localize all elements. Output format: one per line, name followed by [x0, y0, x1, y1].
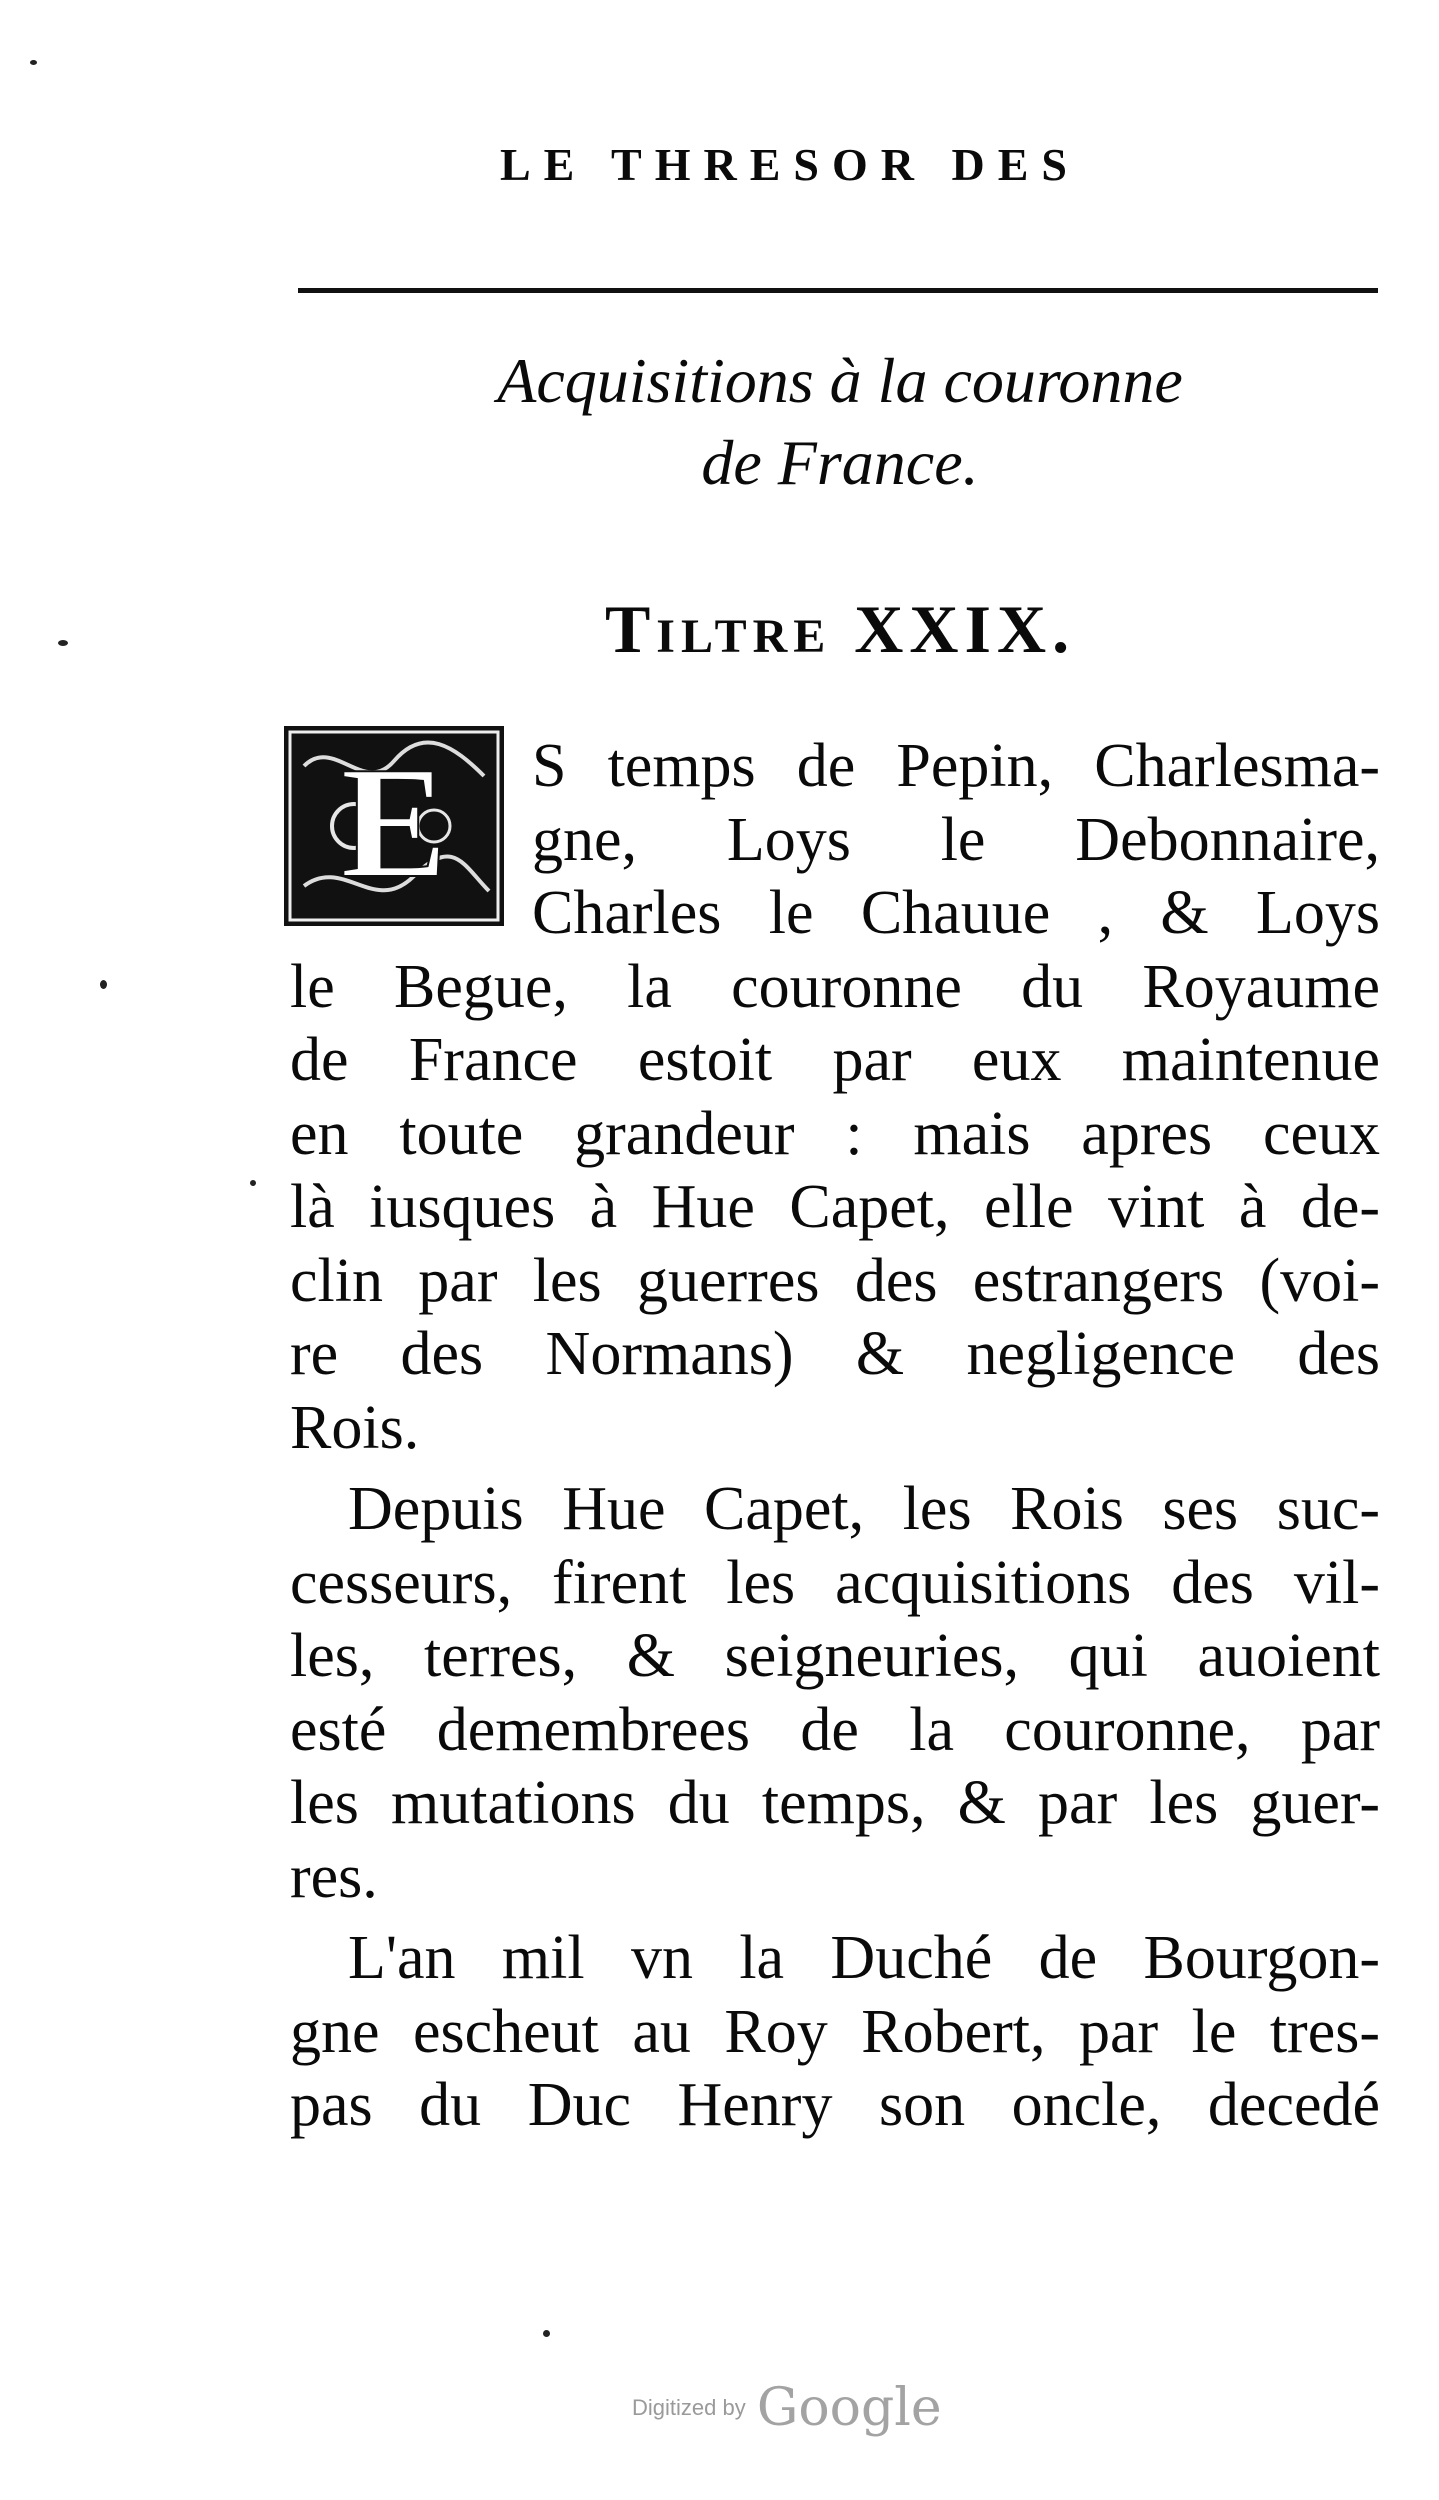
- text-line: L'an mil vn la Duché de Bourgon-: [348, 1924, 1380, 1992]
- scan-speck: [100, 980, 107, 989]
- body-text: [290, 730, 1380, 2143]
- text-line: res.: [290, 1842, 378, 1911]
- text-line: gne escheut au Roy Robert, par le tres-: [290, 1997, 1380, 2066]
- text-line: les mutations du temps, & par les guer-: [290, 1769, 1380, 1837]
- text-line: Rois.: [290, 1393, 420, 1462]
- section-title: [300, 340, 1380, 504]
- paragraph-1: [290, 730, 1380, 1465]
- text-line: gne, Loys le Debonnaire,: [532, 805, 1380, 874]
- scan-speck: [30, 60, 37, 65]
- text-line: esté demembrees de la couronne, par: [290, 1695, 1380, 1764]
- google-logo: Google: [756, 2378, 942, 2438]
- text-line: re des Normans) & negligence des: [290, 1320, 1380, 1388]
- paragraph-2: [290, 1473, 1380, 1914]
- text-line: pas du Duc Henry son oncle, decedé: [290, 2071, 1380, 2139]
- dropcap-letter: E: [340, 733, 448, 911]
- text-line: en toute grandeur : mais apres ceux: [290, 1099, 1380, 1168]
- digitized-by-label: Digitized by: [632, 2395, 746, 2420]
- scan-speck: [543, 2330, 550, 2337]
- text-line: clin par les guerres des estrangers (voi-: [290, 1246, 1380, 1315]
- section-title-line-2: de France.: [701, 427, 979, 498]
- text-line: Depuis Hue Capet, les Rois ses suc-: [348, 1475, 1380, 1543]
- header-rule: [298, 288, 1378, 293]
- title-number: Tiltre XXIX.: [604, 591, 1076, 667]
- text-line: là iusques à Hue Capet, elle vint à de-: [290, 1173, 1380, 1241]
- text-line: S temps de Pepin, Charlesma-: [532, 732, 1380, 800]
- text-line: Charles le Chauue , & Loys: [532, 879, 1380, 947]
- scan-speck: [250, 1180, 256, 1186]
- text-line: cesseurs, firent les acquisitions des vil-: [290, 1548, 1380, 1617]
- text-line: de France estoit par eux maintenue: [290, 1026, 1380, 1094]
- text-line: le Begue, la couronne du Royaume: [290, 952, 1380, 1021]
- paragraph-3: [290, 1922, 1380, 2143]
- text-line: les, terres, & seigneuries, qui auoient: [290, 1622, 1380, 1690]
- running-head: LE THRESOR DES: [500, 139, 1080, 190]
- section-title-line-1: Acquisitions à la couronne: [497, 345, 1183, 416]
- digitization-watermark: [632, 2378, 1052, 2438]
- scan-speck: [58, 640, 68, 646]
